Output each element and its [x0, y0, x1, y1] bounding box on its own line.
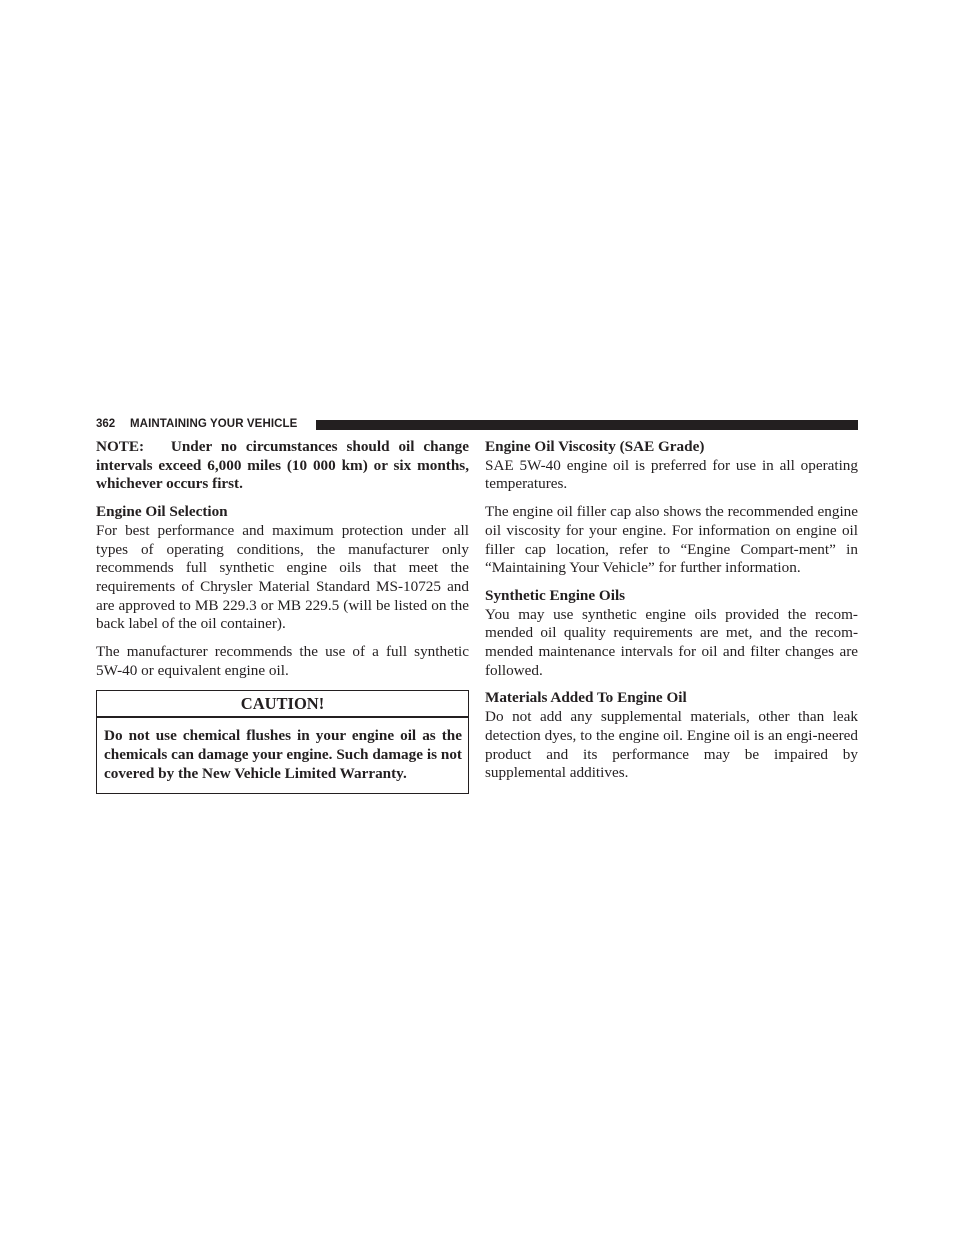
engine-oil-selection-text: For best performance and maximum protection under all types of operating conditions, the manufacturer only recommends full synthetic engine oils that meet the requirements of Chrysler Material Standard MS-10725 and are approved to MB 229.3 or MB 229.5 (will be listed on the back label of the oil container).: [96, 521, 469, 633]
left-column: [96, 438, 469, 794]
note-paragraph: NOTE: Under no circumstances should oil change intervals exceed 6,000 miles (10 000 km) or six months, whichever occurs first.: [96, 438, 469, 493]
synthetic-oils-text: You may use synthetic engine oils provided the recom-mended oil quality requirements are met, and the recom-mended maintenance intervals for oil and filter changes are followed.: [485, 605, 858, 679]
filler-cap-paragraph: The engine oil filler cap also shows the recommended engine oil viscosity for your engine. For information on engine oil filler cap location, refer to “Engine Compart-ment” in “Maintaining Your Vehicle” for further information.: [485, 503, 858, 577]
caution-title: CAUTION!: [97, 691, 468, 718]
viscosity-text: SAE 5W-40 engine oil is preferred for use in all operating temperatures.: [485, 456, 858, 493]
viscosity-heading: Engine Oil Viscosity (SAE Grade): [485, 438, 705, 455]
header-rule: [316, 420, 858, 430]
engine-oil-selection-heading: Engine Oil Selection: [96, 503, 228, 521]
section-title: MAINTAINING YOUR VEHICLE: [130, 418, 298, 430]
caution-box: [96, 690, 469, 793]
page-number: 362: [96, 418, 116, 430]
caution-text: Do not use chemical flushes in your engine oil as the chemicals can damage your engine. Such damage is not covered by the New Vehicle Limited Warranty.: [104, 727, 462, 782]
right-column: [485, 438, 858, 792]
page-header: [96, 417, 858, 433]
materials-text: Do not add any supplemental materials, other than leak detection dyes, to the engine oil. Engine oil is an engi-neered product and its performance may be impaired by supplemental additives.: [485, 708, 858, 782]
synthetic-oils-heading: Synthetic Engine Oils: [485, 586, 626, 604]
materials-heading: Materials Added To Engine Oil: [485, 689, 687, 707]
recommend-paragraph: The manufacturer recommends the use of a full synthetic 5W-40 or equivalent engine oil.: [96, 643, 469, 679]
